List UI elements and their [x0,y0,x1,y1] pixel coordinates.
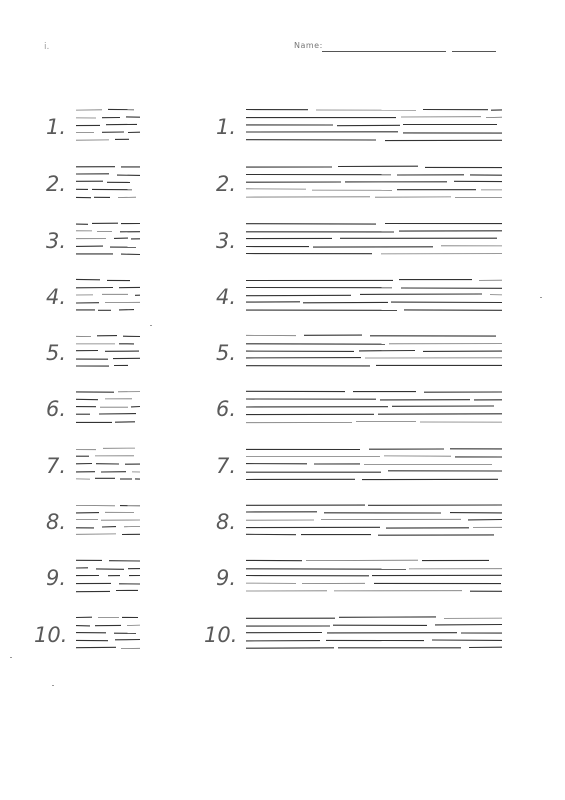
right_column-answer-lines[interactable] [246,107,502,143]
right_column-answer-lines[interactable] [246,446,502,482]
left_column-item-number: 9. [46,566,67,590]
right_column-answer-lines[interactable] [246,389,502,425]
name-blank-line-extra[interactable] [452,51,496,52]
right_column-answer-lines[interactable] [246,502,502,538]
left_column-answer-lines[interactable] [76,277,140,313]
left_column-answer-lines[interactable] [76,107,140,143]
stray-mark [10,657,12,658]
right_column-item-number: 7. [216,454,237,478]
right_column-item-number: 6. [216,397,237,421]
stray-mark [540,297,542,298]
left_column-answer-lines[interactable] [76,164,140,200]
left_column-answer-lines[interactable] [76,502,140,538]
left_column-answer-lines[interactable] [76,221,140,257]
left_column-answer-lines[interactable] [76,389,140,425]
right_column-item-number: 4. [216,285,237,309]
left_column-answer-lines[interactable] [76,446,140,482]
left_column-answer-lines[interactable] [76,333,140,369]
right_column-item-number: 2. [216,172,237,196]
left_column-item-number: 5. [46,341,67,365]
right_column-answer-lines[interactable] [246,615,502,651]
corner-mark: i. [44,42,50,52]
right_column-item-number: 10. [204,623,238,647]
right_column-answer-lines[interactable] [246,333,502,369]
stray-mark [150,325,152,326]
left_column-item-number: 6. [46,397,67,421]
left_column-item-number: 3. [46,229,67,253]
right_column-item-number: 9. [216,566,237,590]
left_column-item-number: 8. [46,510,67,534]
right_column-answer-lines[interactable] [246,164,502,200]
right_column-item-number: 1. [216,115,237,139]
name-label: Name: [294,41,323,50]
left_column-item-number: 4. [46,285,67,309]
left_column-answer-lines[interactable] [76,615,140,651]
left_column-item-number: 10. [34,623,68,647]
right_column-answer-lines[interactable] [246,221,502,257]
right_column-item-number: 8. [216,510,237,534]
name-blank-line[interactable] [322,51,446,52]
right_column-item-number: 3. [216,229,237,253]
right_column-answer-lines[interactable] [246,277,502,313]
right_column-answer-lines[interactable] [246,558,502,594]
left_column-item-number: 2. [46,172,67,196]
left_column-answer-lines[interactable] [76,558,140,594]
stray-mark [52,685,54,686]
left_column-item-number: 7. [46,454,67,478]
right_column-item-number: 5. [216,341,237,365]
left_column-item-number: 1. [46,115,67,139]
